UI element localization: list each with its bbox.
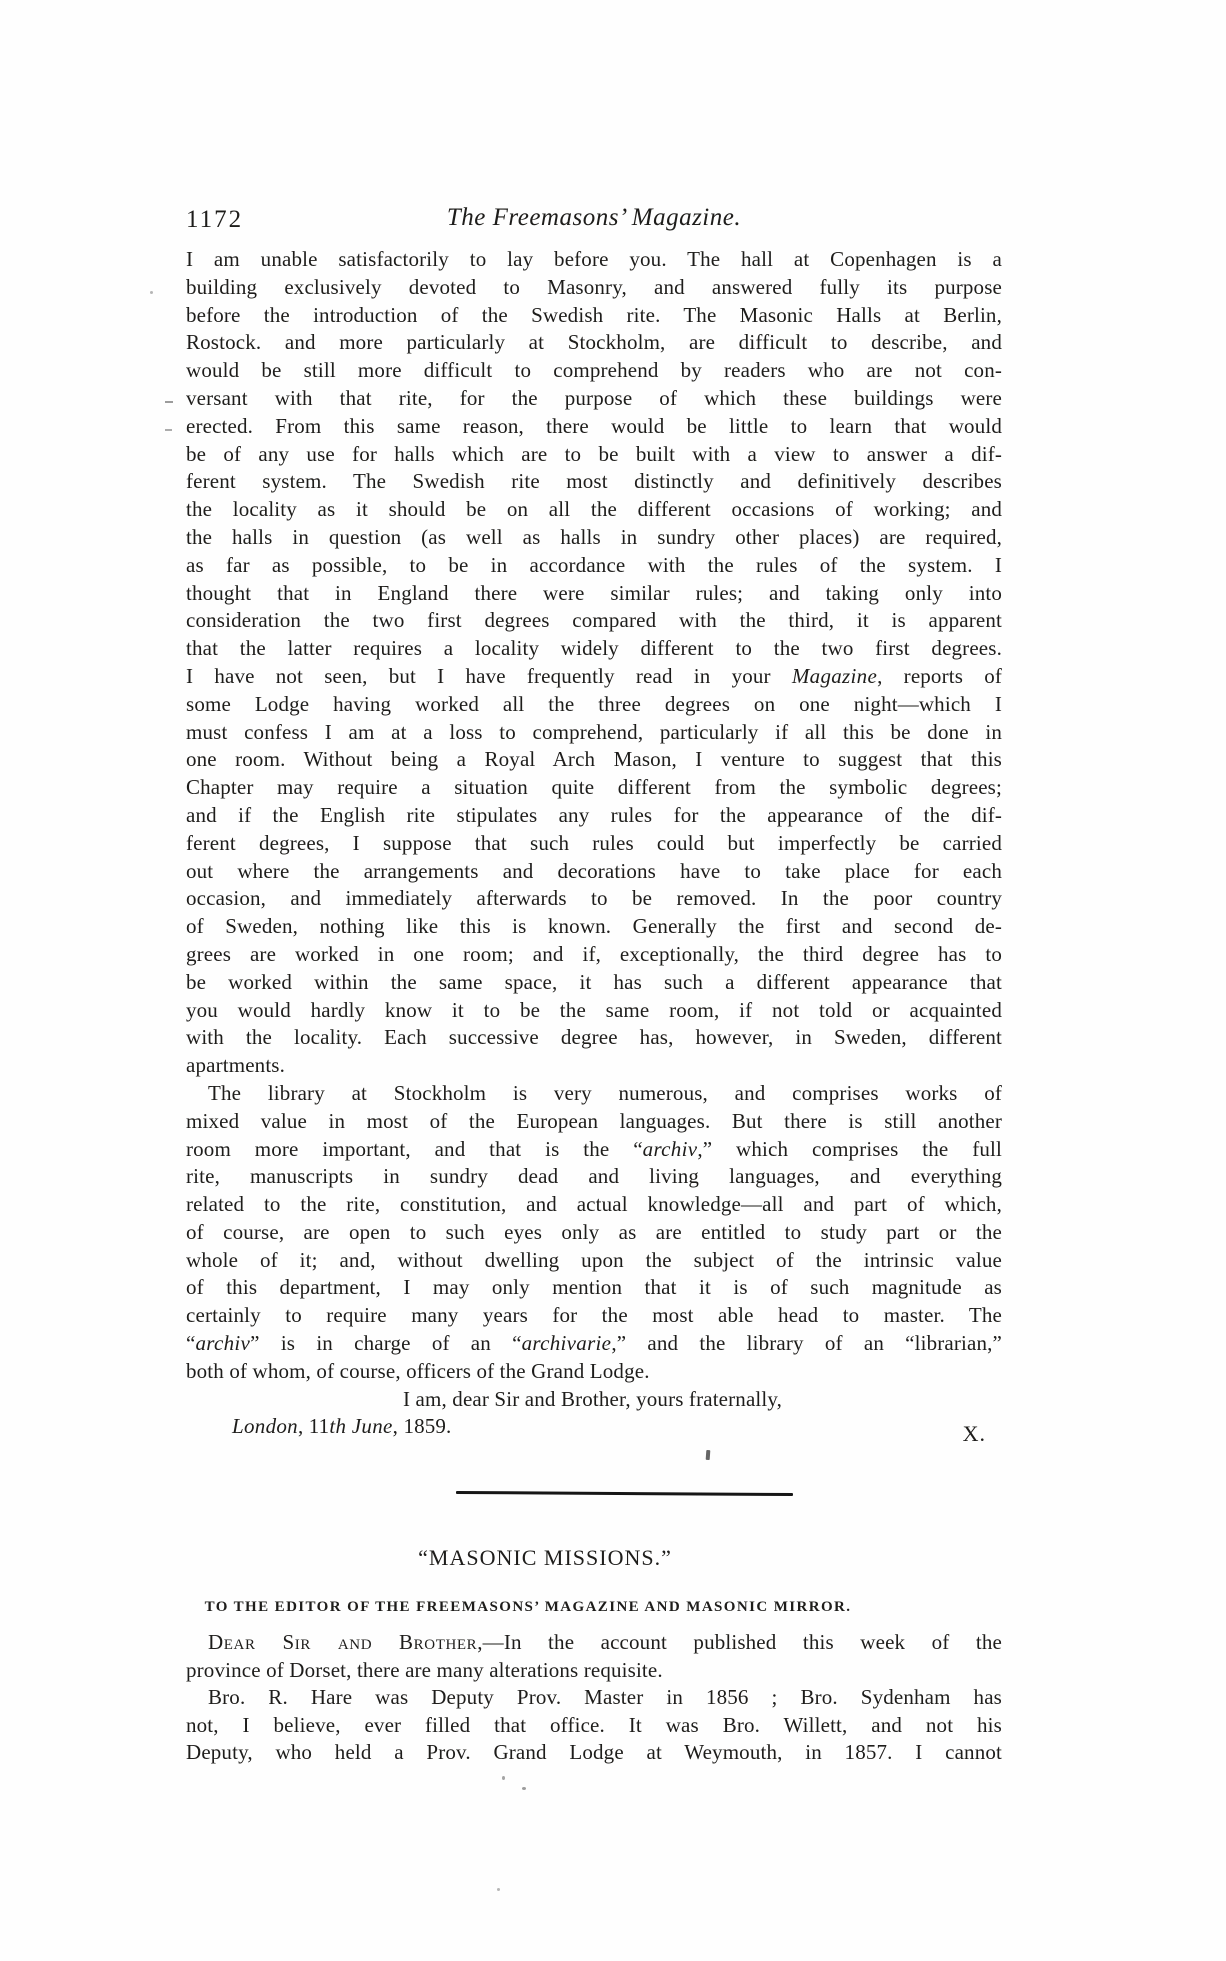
text-line: one room. Without being a Royal Arch Mason, I venture to suggest that this <box>186 747 1002 772</box>
text-line: of course, are open to such eyes only as are entitled to study part or the <box>186 1219 1002 1244</box>
text-line: of this department, I may only mention that it is of such magnitude as <box>186 1275 1002 1300</box>
text-line: mixed value in most of the European languages. But there is still another <box>186 1108 1002 1133</box>
text-line: room more important, and that is the “archiv,” which comprises the full <box>186 1136 1002 1161</box>
text-line: Bro. R. Hare was Deputy Prov. Master in 1856 ; Bro. Sydenham has <box>208 1685 1002 1709</box>
section-divider-rule <box>456 1491 793 1496</box>
scan-artifact <box>497 1888 500 1891</box>
text-line: I have not seen, but I have frequently read in your Magazine, reports of <box>186 663 1002 688</box>
section-heading: “MASONIC MISSIONS.” <box>418 1545 672 1570</box>
text-line: erected. From this same reason, there would be little to learn that would <box>186 413 1002 438</box>
text-line: the halls in question (as well as halls in sundry other places) are required, <box>186 524 1002 549</box>
letter-sweden-lines <box>186 246 1002 1386</box>
text-line: the locality as it should be on all the different occasions of working; and <box>186 497 1002 522</box>
text-line: The library at Stockholm is very numerous, and comprises works of <box>208 1080 1002 1105</box>
text-line: be of any use for halls which are to be built with a view to answer a dif- <box>186 441 1002 466</box>
page-header <box>186 204 1002 238</box>
text-line: “archiv” is in charge of an “archivarie,” and the library of an “librarian,” <box>186 1331 1002 1356</box>
page-number: 1172 <box>186 206 244 233</box>
text-line: building exclusively devoted to Masonry, and answered fully its purpose <box>186 274 1002 299</box>
text-line: some Lodge having worked all the three degrees on one night—which I <box>186 691 1002 716</box>
text-line: and if the English rite stipulates any rules for the appearance of the dif- <box>186 802 1002 827</box>
text-line: would be still more difficult to comprehend by readers who are not con- <box>186 358 1002 383</box>
text-line: consideration the two first degrees compared with the third, it is apparent <box>186 608 1002 633</box>
text-line: related to the rite, constitution, and actual knowledge—all and part of which, <box>186 1192 1002 1217</box>
text-line: I am unable satisfactorily to lay before you. The hall at Copenhagen is a <box>186 247 1002 271</box>
text-line: thought that in England there were similar rules; and taking only into <box>186 580 1002 605</box>
text-line: certainly to require many years for the most able head to master. The <box>186 1303 1002 1328</box>
scan-artifact <box>150 291 153 294</box>
journal-title: The Freemasons’ Magazine. <box>446 204 742 231</box>
text-line: rite, manuscripts in sundry dead and living languages, and everything <box>186 1164 1002 1189</box>
scan-artifact <box>706 1450 711 1460</box>
text-line: both of whom, of course, officers of the Grand Lodge. <box>186 1358 650 1383</box>
text-line: before the introduction of the Swedish rite. The Masonic Halls at Berlin, <box>186 302 1002 327</box>
text-line: as far as possible, to be in accordance with the rules of the system. I <box>186 552 1002 577</box>
text-line: you would hardly know it to be the same room, if not told or acquainted <box>186 997 1002 1022</box>
letter-signature: X. <box>962 1421 986 1447</box>
text-line: that the latter requires a locality widely different to the two first degrees. <box>186 636 1002 661</box>
text-line: Rostock. and more particularly at Stockholm, are difficult to describe, and <box>186 330 1002 355</box>
text-line: versant with that rite, for the purpose of which these buildings were <box>186 385 1002 410</box>
text-line: grees are worked in one room; and if, exceptionally, the third degree has to <box>186 941 1002 966</box>
text-line: of Sweden, nothing like this is known. Generally the first and second de- <box>186 914 1002 939</box>
text-line: province of Dorset, there are many alterations requisite. <box>186 1657 663 1682</box>
text-line: out where the arrangements and decorations have to take place for each <box>186 858 1002 883</box>
letter-dateline: London, 11th June, 1859. <box>232 1414 452 1439</box>
text-line: whole of it; and, without dwelling upon the subject of the intrinsic value <box>186 1247 1002 1272</box>
scan-artifact <box>165 401 173 403</box>
scan-artifact <box>502 1776 505 1780</box>
text-line: Dear Sir and Brother,—In the account published this week of the <box>208 1630 1002 1654</box>
letter-signoff: I am, dear Sir and Brother, yours fraternally, <box>403 1386 783 1411</box>
text-line: Deputy, who held a Prov. Grand Lodge at Weymouth, in 1857. I cannot <box>186 1740 1002 1764</box>
text-line: must confess I am at a loss to comprehend, particularly if all this be done in <box>186 719 1002 744</box>
scan-artifact <box>165 429 172 431</box>
section-editor-line: TO THE EDITOR OF THE FREEMASONS’ MAGAZINE AND MASONIC MIRROR. <box>204 1599 852 1615</box>
text-line: be worked within the same space, it has such a different appearance that <box>186 969 1002 994</box>
scan-artifact <box>522 1787 526 1790</box>
text-line: with the locality. Each successive degree has, however, in Sweden, different <box>186 1025 1002 1050</box>
text-line: apartments. <box>186 1053 286 1078</box>
text-line: not, I believe, ever filled that office. It was Bro. Willett, and not his <box>186 1712 1002 1737</box>
text-line: ferent degrees, I suppose that such rules could but imperfectly be carried <box>186 830 1002 855</box>
letter-dorset <box>186 1629 1002 1767</box>
text-line: occasion, and immediately afterwards to be removed. In the poor country <box>186 886 1002 911</box>
text-line: ferent system. The Swedish rite most distinctly and definitively describes <box>186 469 1002 494</box>
letter-sweden <box>186 246 1002 1447</box>
letter-dateline-row <box>186 1413 1002 1447</box>
text-line: Chapter may require a situation quite different from the symbolic degrees; <box>186 775 1002 800</box>
